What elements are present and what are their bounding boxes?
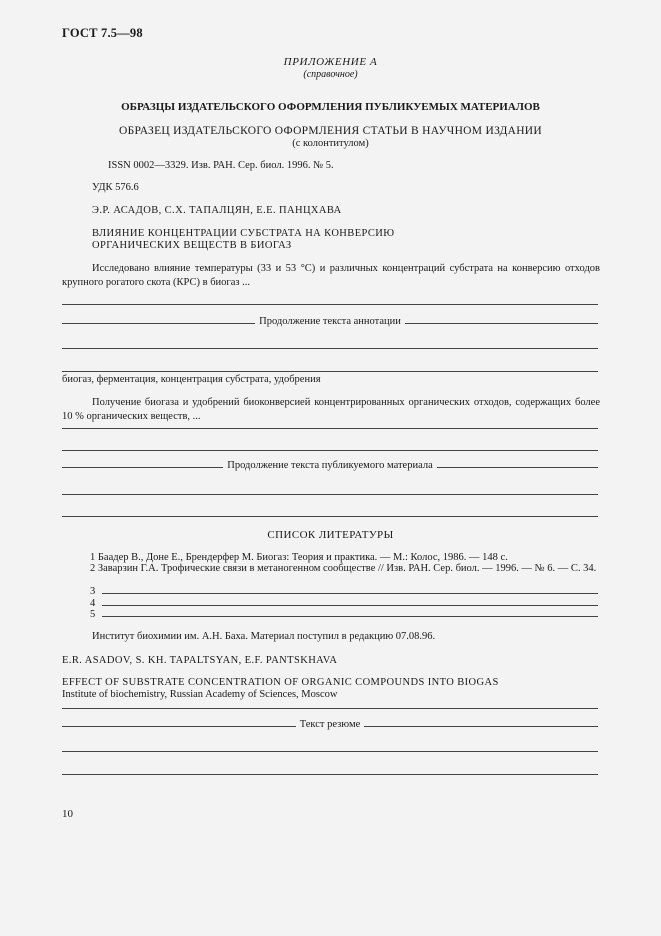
placeholder-rule: [405, 323, 598, 324]
article-title-line-1: ВЛИЯНИЕ КОНЦЕНТРАЦИИ СУБСТРАТА НА КОНВЕРСИЮ: [92, 228, 395, 239]
sample-note: (с колонтитулом): [292, 138, 369, 149]
placeholder-rule: [102, 605, 598, 606]
text-placeholder-line: [62, 708, 598, 709]
body-continued-row: [62, 460, 598, 471]
text-placeholder-line: [62, 304, 598, 305]
reference-item-1: 1 Баадер В., Доне Е., Брендерфер М. Биогаз: Теория и практика. — М.: Колос, 1986. — 148 с.: [90, 552, 508, 563]
references-title: СПИСОК ЛИТЕРАТУРЫ: [267, 529, 394, 541]
abstract-text: Исследовано влияние температуры (33 и 53 °С) и различных концентраций субстрата на конверсию отходов крупного рогатого скота (КРС) в биогаз ...: [62, 263, 600, 288]
summary-label: Текст резюме: [299, 719, 361, 730]
authors-english: E.R. ASADOV, S. KH. TAPALTSYAN, E.F. PANTSKHAVA: [62, 655, 338, 666]
keywords: биогаз, ферментация, концентрация субстрата, удобрения: [62, 374, 321, 385]
udc-code: УДК 576.6: [92, 182, 139, 193]
article-title-line-2: ОРГАНИЧЕСКИХ ВЕЩЕСТВ В БИОГАЗ: [92, 240, 292, 251]
title-english: EFFECT OF SUBSTRATE CONCENTRATION OF ORGANIC COMPOUNDS INTO BIOGAS: [62, 677, 499, 688]
reference-number: 4: [90, 598, 96, 609]
standard-header: ГОСТ 7.5—98: [62, 26, 143, 40]
reference-placeholder-4: [90, 598, 598, 609]
reference-placeholder-3: [90, 586, 598, 597]
text-placeholder-line: [62, 450, 598, 451]
summary-row: [62, 719, 598, 730]
text-placeholder-line: [62, 348, 598, 349]
placeholder-rule: [102, 593, 598, 594]
reference-number: 3: [90, 586, 96, 597]
institution-english: Institute of biochemistry, Russian Academy of Sciences, Moscow: [62, 689, 338, 700]
annotation-continued-row: [62, 316, 598, 327]
placeholder-rule: [102, 616, 598, 617]
sample-title: ОБРАЗЕЦ ИЗДАТЕЛЬСКОГО ОФОРМЛЕНИЯ СТАТЬИ В НАУЧНОМ ИЗДАНИИ: [118, 125, 543, 137]
appendix-note: (справочное): [303, 69, 358, 80]
article-authors: Э.Р. АСАДОВ, С.Х. ТАПАЛЦЯН, Е.Е. ПАНЦХАВА: [92, 205, 342, 216]
placeholder-rule: [62, 323, 255, 324]
page-number: 10: [62, 808, 73, 820]
text-placeholder-line: [62, 774, 598, 775]
body-text: Получение биогаза и удобрений биоконверсией концентрированных органических отходов, содержащих более 10 % органических веществ, ...: [62, 397, 600, 422]
appendix-title: ПРИЛОЖЕНИЕ А: [283, 56, 378, 68]
placeholder-rule: [437, 467, 598, 468]
body-continued-label: Продолжение текста публикуемого материала: [227, 460, 433, 471]
text-placeholder-line: [62, 751, 598, 752]
issn-line: ISSN 0002—3329. Изв. РАН. Сер. биол. 1996. № 5.: [108, 160, 334, 171]
text-placeholder-line: [62, 428, 598, 429]
placeholder-rule: [364, 726, 598, 727]
annotation-continued-label: Продолжение текста аннотации: [259, 316, 401, 327]
reference-number: 5: [90, 609, 96, 620]
reference-item-2: 2 Заварзин Г.А. Трофические связи в метаногенном сообществе // Изв. РАН. Сер. биол. — 1996. — № 6. — С. 34.: [90, 563, 597, 574]
section-title: ОБРАЗЦЫ ИЗДАТЕЛЬСКОГО ОФОРМЛЕНИЯ ПУБЛИКУЕМЫХ МАТЕРИАЛОВ: [121, 101, 540, 113]
placeholder-rule: [62, 726, 296, 727]
reference-placeholder-5: [90, 609, 598, 620]
text-placeholder-line: [62, 516, 598, 517]
placeholder-rule: [62, 467, 223, 468]
text-placeholder-line: [62, 494, 598, 495]
institution-line: Институт биохимии им. А.Н. Баха. Материал поступил в редакцию 07.08.96.: [92, 631, 436, 642]
text-placeholder-line: [62, 371, 598, 372]
